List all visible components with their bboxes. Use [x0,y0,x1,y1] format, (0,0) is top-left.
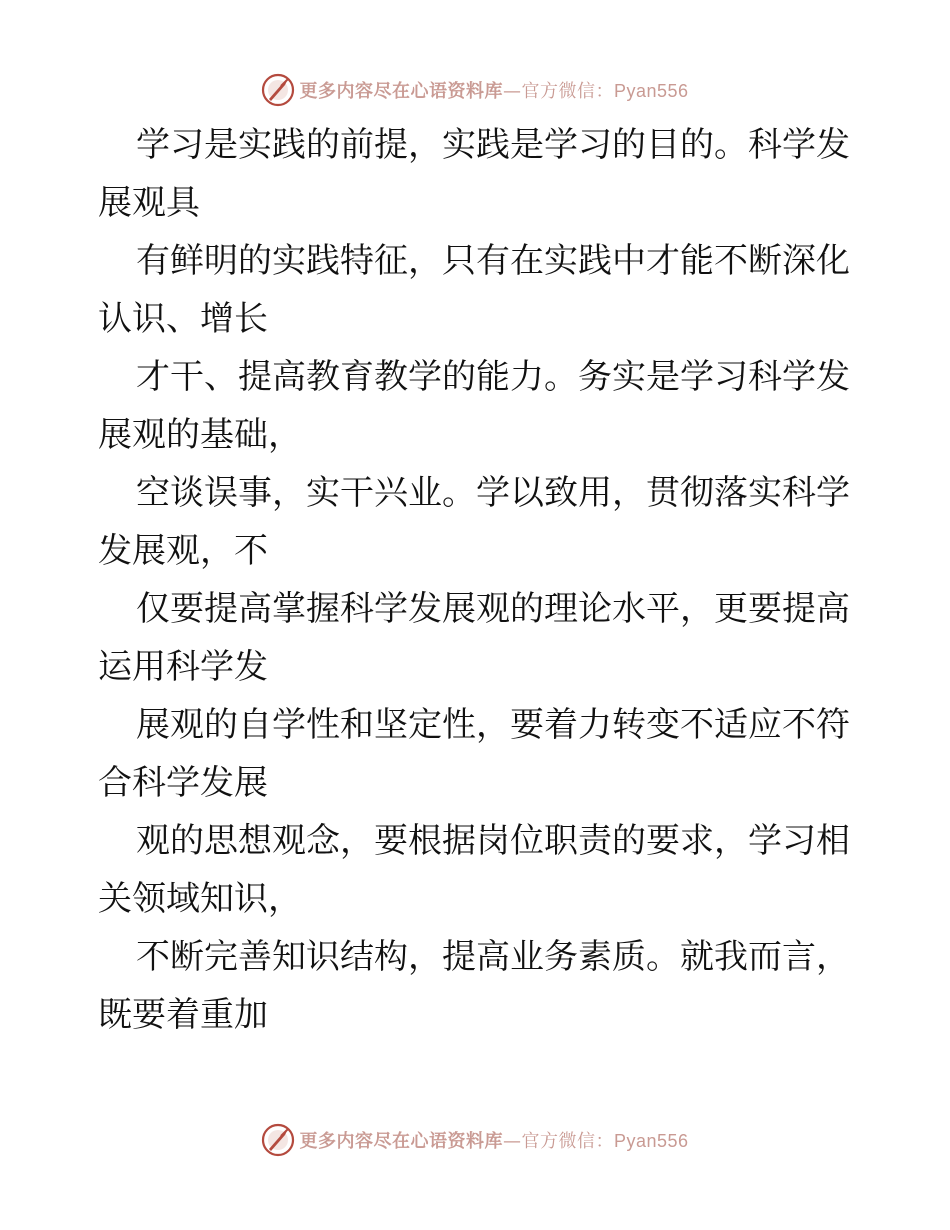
wechat-label: 官方微信： [521,1131,614,1152]
quill-pen-icon [261,73,295,107]
paragraph [98,580,858,696]
paragraph-line: 既要着重加 [98,995,268,1035]
paragraph-line: 关领域知识， [98,879,302,919]
separator: — [502,1131,522,1152]
paragraph-line: 仅要提高掌握科学发展观的理论水平，更要提高 [136,589,850,629]
wechat-label: 官方微信： [521,81,614,102]
paragraph-line: 运用科学发 [98,647,268,687]
paragraph-line: 展观具 [98,183,200,223]
footer-banner [0,1120,950,1160]
paragraph-line: 展观的基础， [98,415,302,455]
paragraph [98,348,858,464]
paragraph-line: 发展观，不 [98,531,268,571]
wechat-account: Pyan556 [613,81,689,101]
document-body [98,116,858,1044]
paragraph-line: 不断完善知识结构，提高业务素质。就我而言， [136,937,850,977]
paragraph [98,464,858,580]
paragraph-line: 有鲜明的实践特征，只有在实践中才能不断深化 [136,241,850,281]
paragraph-line: 观的思想观念，要根据岗位职责的要求，学习相 [136,821,850,861]
paragraph-line: 学习是实践的前提，实践是学习的目的。科学发 [136,125,850,165]
paragraph [98,232,858,348]
quill-pen-icon [261,1123,295,1157]
paragraph [98,928,858,1044]
paragraph [98,696,858,812]
header-banner [0,70,950,110]
paragraph [98,812,858,928]
paragraph-line: 空谈误事，实干兴业。学以致用，贯彻落实科学 [136,473,850,513]
paragraph-line: 合科学发展 [98,763,268,803]
paragraph-line: 展观的自学性和坚定性，要着力转变不适应不符 [136,705,850,745]
paragraph-line: 才干、提高教育教学的能力。务实是学习科学发 [136,357,850,397]
paragraph-line: 认识、增长 [98,299,268,339]
paragraph [98,116,858,232]
brand-text: 更多内容尽在心语资料库 [299,81,503,102]
wechat-account: Pyan556 [613,1131,689,1151]
separator: — [502,81,522,102]
brand-text: 更多内容尽在心语资料库 [299,1131,503,1152]
